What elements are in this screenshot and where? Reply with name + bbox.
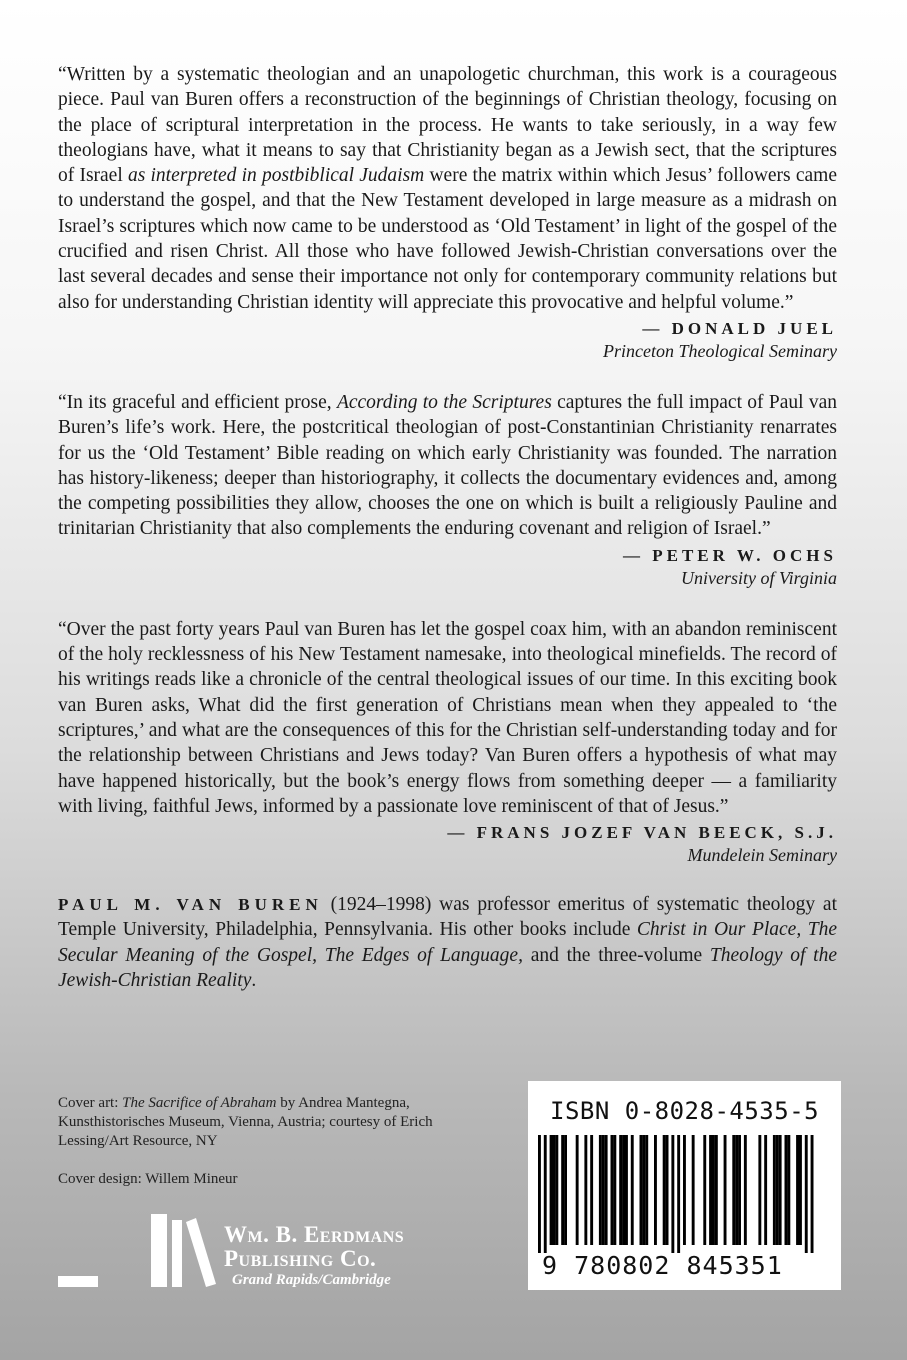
barcode-bar <box>645 1135 648 1245</box>
barcode-bar <box>692 1135 695 1245</box>
barcode-bar <box>602 1135 605 1245</box>
barcode-bar <box>735 1135 738 1245</box>
barcode-bar <box>805 1135 808 1253</box>
barcode-bar <box>640 1135 643 1245</box>
barcode-bar <box>799 1135 802 1245</box>
books-icon <box>58 1208 228 1290</box>
barcode-bar <box>619 1135 622 1245</box>
publisher-name <box>224 1223 404 1289</box>
barcode-bar <box>712 1135 715 1245</box>
publisher-line-1: Wm. B. Eerdmans <box>224 1222 405 1247</box>
author-bio: PAUL M. VAN BUREN (1924–1998) was professor emeritus of systematic theology at Temple University, Philadelphia, Pennsylvania. His other books include Christ in Our Place, The Secular Meaning of the Gospel, The Edges of Language, and the three-volume Theology of the Jewish-Christian Reality. <box>58 894 838 992</box>
barcode-bar <box>564 1135 567 1245</box>
barcode-bar <box>625 1135 628 1245</box>
barcode-bar <box>654 1135 657 1245</box>
barcode-bar <box>611 1135 614 1245</box>
publisher-line-2: Publishing Co. <box>224 1246 377 1271</box>
barcode-bar <box>631 1135 634 1245</box>
cover-credits <box>58 1094 478 1189</box>
blurb-2-affiliation: University of Virginia <box>681 567 837 588</box>
barcode-bar <box>642 1135 645 1245</box>
author-bio-name: PAUL M. VAN BUREN <box>58 895 323 915</box>
blurb-3-text: “Over the past forty years Paul van Buren has let the gospel coax him, with an abandon reminiscent of the holy recklessness of his New Testament namesake, into theological minefields. The record of his writings reads like a chronicle of the central theological issues of our time. In this exciting book van Buren asks, What did the first generation of Christians mean when they appealed to ‘the scriptures,’ and what are the consequences of this for the Christian self-understanding today and for the relationship between Christians and Jews today? Van Buren offers a hypothesis of what may have happened historically, but the book’s energy flows from something deeper — a familiarity with living, faithful Jews, informed by a passionate love reminiscent of that of Jesus.” <box>58 618 837 817</box>
barcode-bar <box>703 1135 706 1245</box>
barcode-bar <box>553 1135 556 1245</box>
barcode-bar <box>787 1135 790 1245</box>
barcode-bar <box>555 1135 558 1245</box>
barcode-bar <box>715 1135 718 1245</box>
back-cover-text <box>58 62 837 993</box>
barcode-bar <box>785 1135 788 1245</box>
barcode-bar <box>590 1135 593 1245</box>
barcode-bar <box>758 1135 761 1245</box>
barcode-bar <box>550 1135 553 1245</box>
barcode-bar <box>605 1135 608 1245</box>
barcode-bar <box>764 1135 767 1245</box>
blurb-3 <box>58 617 837 866</box>
barcode-bars <box>538 1135 833 1253</box>
blurb-2-text: “In its graceful and efficient prose, According to the Scriptures captures the full impact of Paul van Buren’s life’s work. Here, the postcritical theologian of post-Constantinian Christianity renarrates for us the ‘Old Testament’ Bible reading on which early Christianity was founded. The narration has history-likeness; deeper than historiography, it collects the documentary evidences and, among the competing possibilities they allow, chooses the one on which is built a religiously Pauline and trinitarian Christianity that also complements the enduring covenant and religion of Israel.” <box>58 391 837 540</box>
barcode-bar <box>663 1135 666 1245</box>
barcode-bar <box>776 1135 779 1245</box>
blurb-1-text: “Written by a systematic theologian and an unapologetic churchman, this work is a courageous piece. Paul van Buren offers a reconstruction of the beginnings of Christian theology, focusing on the place of scriptural interpretation in the process. He wants to take seriously, in a way few theologians have, what it means to say that Christianity began as a Jewish sect, that the scriptures of Israel as interpreted in postbiblical Judaism were the matrix within which Jesus’ followers came to understand the gospel, and that the New Testament developed in large measure as a midrash on Israel’s scriptures which now came to be understood as ‘Old Testament’ in light of the gospel of the crucified and risen Christ. All those who have followed Jewish-Christian conversations over the last several decades and sense their importance not only for contemporary community relations but also for understanding Christian identity will appreciate this provocative and helpful volume.” <box>58 64 837 313</box>
blurb-1 <box>58 62 837 362</box>
blurb-1-author: — DONALD JUEL <box>642 318 837 338</box>
barcode-bar <box>544 1135 547 1253</box>
cover-art-credit: Cover art: The Sacrifice of Abraham by Andrea Mantegna, Kunsthistorisches Museum, Vienna, Austria; courtesy of Erich Lessing/Art Resource, NY <box>58 1095 433 1149</box>
barcode-bar <box>709 1135 712 1245</box>
isbn-barcode <box>528 1081 841 1290</box>
barcode-bar <box>613 1135 616 1245</box>
barcode-bar <box>538 1135 541 1253</box>
barcode-bar <box>576 1135 579 1245</box>
barcode-bar <box>811 1135 814 1253</box>
barcode-bar <box>599 1135 602 1245</box>
barcode-bar <box>732 1135 735 1245</box>
isbn-label: ISBN 0-8028-4535-5 <box>550 1097 820 1125</box>
barcode-bar <box>584 1135 587 1245</box>
publisher-location: Grand Rapids/Cambridge <box>232 1272 391 1288</box>
blurb-2 <box>58 390 837 589</box>
blurb-3-author: — FRANS JOZEF VAN BEECK, S.J. <box>447 823 837 843</box>
barcode-bar <box>796 1135 799 1245</box>
blurb-2-attribution <box>58 544 837 589</box>
barcode-bar <box>773 1135 776 1245</box>
barcode-bar <box>744 1135 747 1245</box>
barcode-bar <box>622 1135 625 1245</box>
blurb-2-author: — PETER W. OCHS <box>623 545 837 565</box>
barcode-bar <box>724 1135 727 1245</box>
blurb-3-attribution <box>58 821 837 866</box>
cover-design-credit: Cover design: Willem Mineur <box>58 1171 238 1187</box>
blurb-1-affiliation: Princeton Theological Seminary <box>603 340 837 361</box>
barcode-bar <box>671 1135 674 1253</box>
barcode-bar <box>561 1135 564 1245</box>
barcode-bar <box>738 1135 741 1245</box>
barcode-bar <box>666 1135 669 1245</box>
barcode-bar <box>683 1135 686 1245</box>
blurb-3-affiliation: Mundelein Seminary <box>687 845 837 866</box>
ean-number: 9 780802 845351 <box>542 1251 783 1280</box>
barcode-bar <box>779 1135 782 1245</box>
blurb-1-attribution <box>58 317 837 362</box>
publisher-logo <box>58 1208 438 1290</box>
barcode-bar <box>677 1135 680 1253</box>
